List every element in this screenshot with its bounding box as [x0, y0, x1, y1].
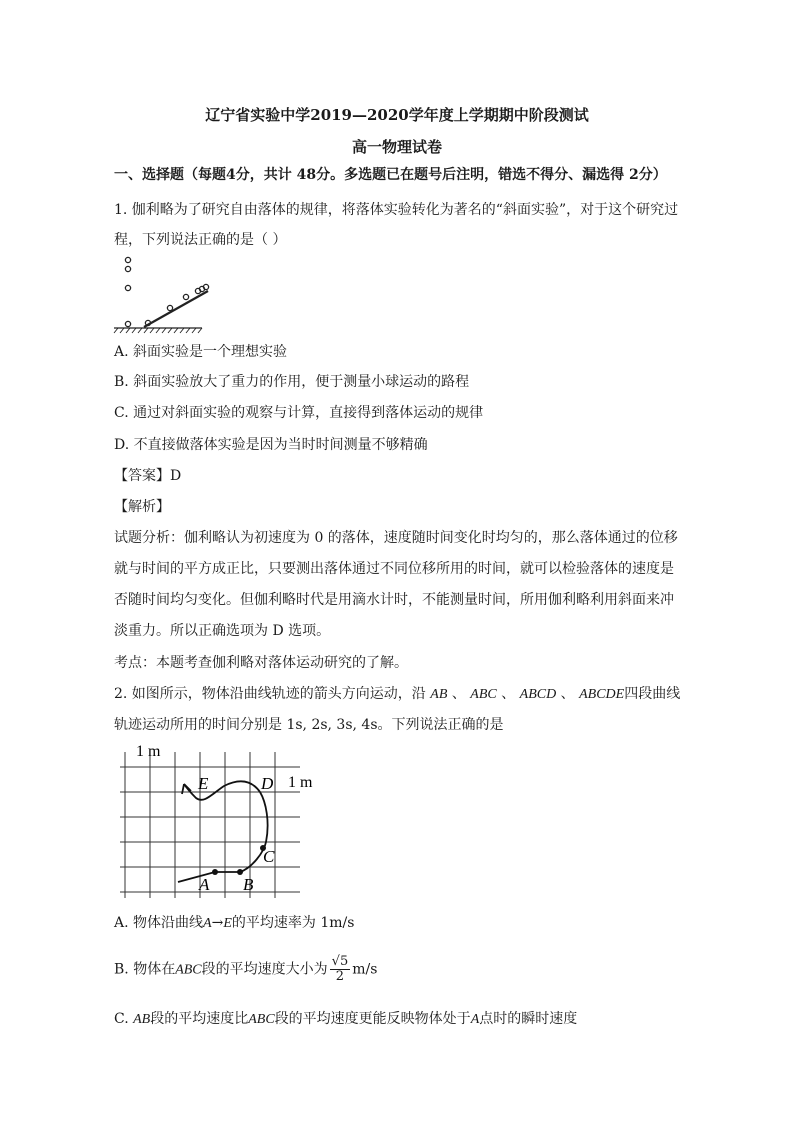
section-heading: 一、选择题（每题4分，共计 48分。多选题已在题号后注明，错选不得分、漏选得 2分） — [114, 167, 667, 183]
q2-opt-c-suffix: 点时的瞬时速度 — [479, 1011, 578, 1027]
q2-stem-line1 — [114, 684, 680, 705]
figure-unit-right: 1 m — [288, 774, 313, 791]
q2-seg-ab: AB — [430, 687, 448, 702]
point-b-label: B — [243, 875, 254, 894]
q1-stem-line1: 1. 伽利略为了研究自由落体的规律，将落体实验转化为著名的“斜面实验”，对于这个研究过 — [114, 202, 679, 218]
q1-option-a: A. 斜面实验是一个理想实验 — [114, 344, 288, 360]
q1-kaodian: 考点：本题考查伽利略对落体运动研究的了解。 — [114, 655, 408, 671]
q2-option-b — [114, 955, 377, 984]
q2-option-a — [114, 913, 354, 934]
q2-seg-abcde: ABCDE — [579, 687, 625, 702]
q1-analysis-line3: 否随时间均匀变化。但伽利略时代是用滴水计时，不能测量时间，所用伽利略利用斜面来冲 — [114, 592, 674, 608]
fraction-denominator: 2 — [335, 969, 345, 984]
q1-analysis-label: 【解析】 — [114, 499, 170, 515]
figure-unit-top: 1 m — [136, 743, 161, 760]
q2-sep: 、 — [501, 686, 516, 702]
q2-stem-prefix: 2. 如图所示，物体沿曲线轨迹的箭头方向运动，沿 — [114, 686, 426, 702]
q2-opt-a-suffix: 的平均速率为 1m/s — [231, 915, 355, 931]
q1-analysis-line1: 试题分析：伽利略认为初速度为 0 的落体，速度随时间变化时均匀的，那么落体通过的位移 — [114, 530, 678, 546]
q2-opt-b-fraction — [330, 955, 351, 984]
q2-stem-line2: 轨迹运动所用的时间分别是 1s, 2s, 3s, 4s。下列说法正确的是 — [114, 717, 504, 733]
q1-incline-figure — [112, 255, 207, 335]
q2-opt-c-seg2: ABC — [248, 1012, 275, 1027]
q2-sep: 、 — [560, 686, 575, 702]
q1-option-d: D. 不直接做落体实验是因为当时时间测量不够精确 — [114, 437, 428, 453]
q2-opt-b-seg: ABC — [175, 962, 202, 978]
q2-opt-b-unit: m/s — [352, 961, 378, 978]
q1-stem-line2: 程，下列说法正确的是（ ） — [114, 232, 287, 248]
q2-sep: 、 — [451, 686, 466, 702]
q2-opt-c-point: A — [470, 1012, 480, 1027]
point-e-label: E — [198, 774, 209, 793]
q2-opt-b-mid: 段的平均速度大小为 — [201, 961, 328, 978]
exam-subtitle: 高一物理试卷 — [351, 138, 442, 156]
q1-analysis-line2: 就与时间的平方成正比，只要测出落体通过不同位移所用的时间，就可以检验落体的速度是 — [114, 561, 674, 577]
q2-opt-c-prefix: C. — [114, 1011, 134, 1027]
fraction-numerator: √5 — [331, 954, 349, 969]
answer-value: D — [170, 468, 182, 484]
arrow-right-icon: → — [211, 915, 224, 931]
q2-opt-a-to: E — [223, 916, 232, 931]
q2-stem-suffix: 四段曲线 — [624, 686, 681, 702]
point-a-label: A — [199, 875, 210, 894]
q2-opt-c-seg1: AB — [133, 1012, 151, 1027]
point-c-label: C — [263, 847, 275, 866]
q2-opt-c-mid2: 段的平均速度更能反映物体处于 — [274, 1011, 471, 1027]
q2-seg-abcd: ABCD — [519, 687, 557, 702]
q2-opt-c-mid1: 段的平均速度比 — [150, 1011, 249, 1027]
q1-answer — [114, 466, 181, 486]
q1-option-c: C. 通过对斜面实验的观察与计算，直接得到落体运动的规律 — [114, 405, 484, 421]
q2-seg-abc: ABC — [470, 687, 497, 702]
q2-option-c — [114, 1009, 577, 1030]
q2-opt-a-from: A — [203, 916, 212, 931]
point-d-label: D — [261, 774, 274, 793]
q1-option-b: B. 斜面实验放大了重力的作用，便于测量小球运动的路程 — [114, 374, 470, 390]
q2-opt-a-prefix: A. 物体沿曲线 — [114, 915, 204, 931]
q2-trajectory-figure — [112, 742, 332, 900]
q2-opt-b-prefix: B. 物体在 — [114, 961, 176, 978]
q1-analysis-line4: 淡重力。所以正确选项为 D 选项。 — [114, 623, 331, 639]
answer-label: 【答案】 — [114, 468, 170, 484]
exam-title: 辽宁省实验中学2019—2020学年度上学期期中阶段测试 — [205, 106, 589, 124]
